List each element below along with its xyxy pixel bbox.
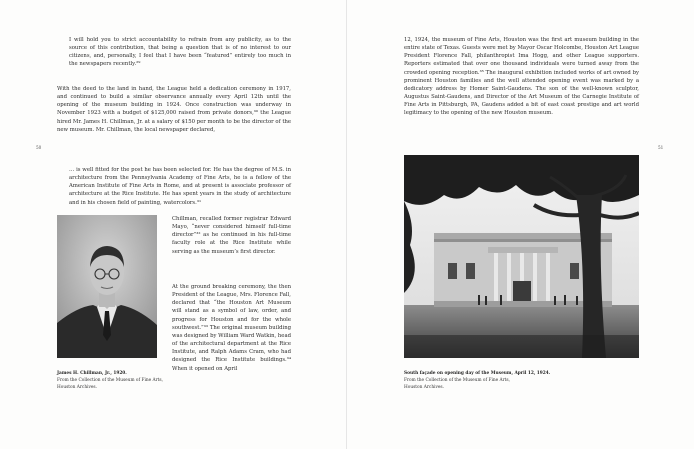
body-paragraph-right	[404, 36, 639, 118]
museum-facade-photo	[404, 155, 639, 358]
page-number: 50	[36, 145, 42, 150]
portrait-caption	[57, 370, 165, 392]
block-quote-top	[69, 36, 291, 69]
caption-source: From the Collection of the Museum of Fine Arts, Houston Archives.	[404, 378, 510, 391]
column-paragraph-1	[172, 215, 291, 256]
column-paragraph-2	[172, 283, 291, 373]
caption-source: From the Collection of the Museum of Fine Arts, Houston Archives.	[57, 378, 163, 391]
caption-title: James H. Chillman, Jr., 1920.	[57, 371, 127, 376]
paragraph-text: Chillman, recalled former registrar Edward Mayo, “never considered himself full-time director”³² as he continued in his full-time faculty role at the Rice Institute while serving as the museum’s first director.	[172, 216, 291, 255]
museum-image	[404, 155, 639, 358]
page-number: 51	[658, 145, 664, 150]
left-page	[0, 0, 346, 449]
paragraph-text: At the ground breaking ceremony, the then President of the League, Mrs. Florence Fall, declared that “the Houston Art Museum will stand as a symbol of law, order, and progress for Houston and for the whole southwest.”³³ The original museum building was designed by William Ward Watkin, head of the architectural department at the Rice Institute, and Ralph Adams Cram, who had designed the Rice Institute buildings.³⁴ When it opened on April	[172, 284, 291, 372]
chillman-portrait-photo	[57, 215, 157, 358]
quote-text: I will hold you to strict accountability to refrain from any publicity, as to the source of this contribution, that being a question that is of no interest to our citizens, and, personally, I feel that I have been “featured” entirely too much in the newspapers recently.²⁹	[69, 37, 291, 68]
paragraph-text: With the deed to the land in hand, the League held a dedication ceremony in 1917, and continued to build a similar observance annually every April 12th until the opening of the museum building in 1924. Once construction was underway in November 1923 with a budget of $125,000 raised from private donors,³⁰ the League hired Mr. James H. Chillman, Jr. at a salary of $150 per month to be the director of the new museum. Mr. Chillman, the local newspaper declared,	[57, 86, 291, 133]
body-paragraph-1	[57, 85, 291, 134]
paragraph-text: 12, 1924, the museum of Fine Arts, Houston was the first art museum building in the entire state of Texas. Guests were met by Mayor Oscar Holcombe, Houston Art League President Florence Fall, philanthropist Ima Hogg, and other League supporters. Reporters estimated that over one thousand individuals were turned away from the crowded opening reception.³⁵ The inaugural exhibition included works of art owned by prominent Houston families and the well attended opening event was marked by a dedicatory address by Homer Saint-Gaudens. The son of the well-known sculptor, Augustus Saint-Gaudens, and Director of the Art Museum of the Carnegie Institute of Fine Arts in Pittsburgh, PA, Gaudens added a bit of east coast prestige and art world legitimacy to the opening of the new Houston museum.	[404, 37, 639, 117]
block-quote-2	[69, 166, 291, 207]
caption-title: South façade on opening day of the Museum, April 12, 1924.	[404, 371, 551, 376]
quote-text: … is well fitted for the post he has been selected for. He has the degree of M.S. in architecture from the Pennsylvania Academy of Fine Arts, he is a fellow of the American Institute of Fine Arts in Rome, and at present is associate professor of architecture at the Rice Institute. He has spent years in the study of architecture and in his chosen field of painting, watercolors.³¹	[69, 167, 291, 206]
right-page	[347, 0, 694, 449]
facade-caption	[404, 370, 634, 392]
portrait-image	[57, 215, 157, 358]
